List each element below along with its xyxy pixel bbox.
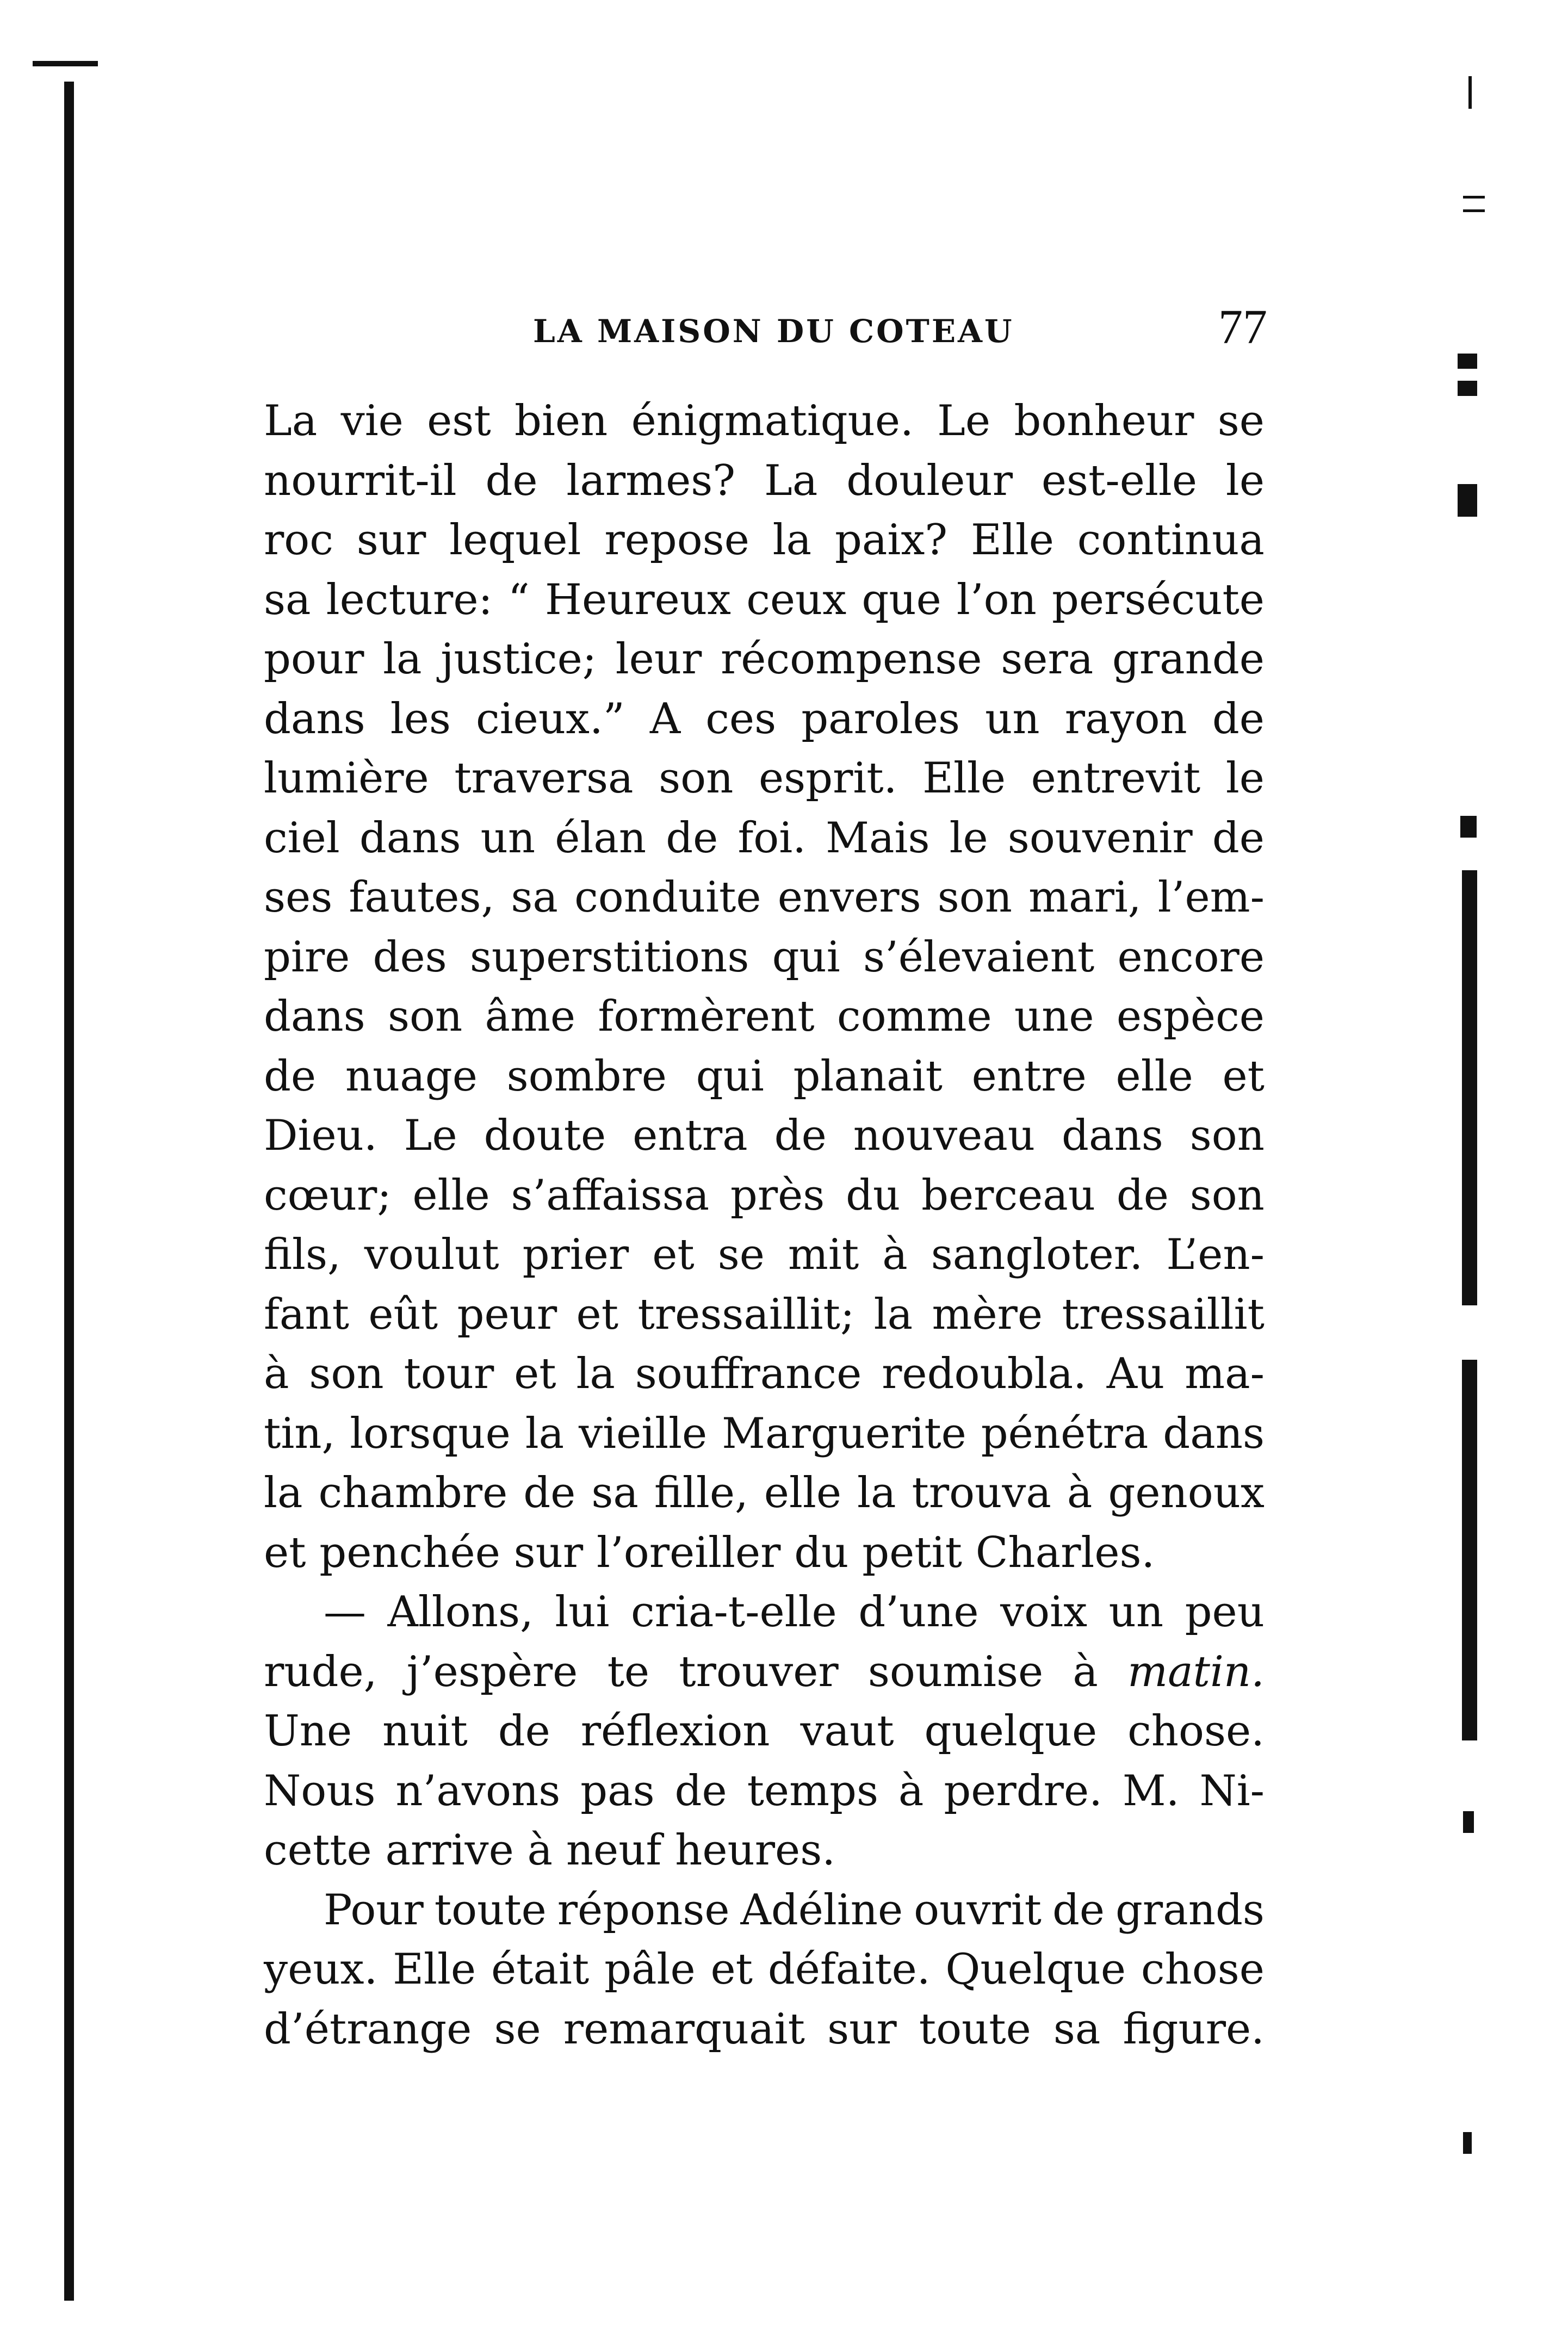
word: élan	[555, 813, 647, 863]
word: matin.	[1127, 1647, 1265, 1696]
word: à	[898, 1766, 924, 1816]
word: mit	[788, 1230, 859, 1279]
text-line	[264, 451, 1265, 511]
word: récompense	[721, 635, 982, 684]
text-line	[264, 1345, 1265, 1404]
word: la	[264, 1469, 303, 1517]
text-line	[264, 749, 1265, 809]
page-number: 77	[1218, 300, 1267, 354]
word: Le	[937, 397, 991, 445]
word: chose.	[1127, 1707, 1265, 1756]
text-line	[264, 1583, 1265, 1643]
word: son	[937, 873, 1012, 922]
word: est-elle	[1041, 456, 1197, 505]
word: défaite.	[767, 1945, 931, 1994]
word: sur	[827, 2004, 897, 2054]
word: du	[846, 1170, 901, 1220]
word: paroles	[801, 694, 960, 744]
word: sa	[1053, 2004, 1101, 2054]
text-line	[264, 392, 1265, 451]
word: à	[882, 1230, 908, 1279]
word: à	[1067, 1469, 1093, 1517]
word: yeux.	[264, 1945, 378, 1994]
word: la	[772, 516, 812, 565]
word: te	[607, 1647, 650, 1696]
word: soumise	[867, 1647, 1044, 1696]
word: tressaillit	[1062, 1290, 1265, 1339]
word: paix?	[834, 516, 948, 565]
word: tin,	[264, 1409, 336, 1458]
word: nuage	[345, 1051, 478, 1101]
word: Dieu.	[264, 1111, 377, 1160]
word: temps	[747, 1766, 878, 1816]
word: et	[1222, 1051, 1265, 1101]
word: réponse	[557, 1885, 730, 1935]
word: dans	[359, 813, 461, 863]
word: dans	[1062, 1111, 1163, 1160]
word: s’élevaient	[863, 932, 1095, 982]
text-line	[264, 987, 1265, 1047]
word: de	[485, 456, 538, 505]
scan-artifact	[1458, 381, 1477, 396]
word: le	[1225, 754, 1265, 803]
word: le	[1225, 456, 1265, 505]
word: genoux	[1108, 1469, 1265, 1517]
word: doute	[484, 1111, 606, 1160]
word: est	[427, 397, 491, 445]
word: de	[666, 813, 718, 863]
word: leur	[615, 635, 702, 684]
text-line	[264, 1106, 1265, 1166]
word: lorsque	[350, 1409, 511, 1458]
word: le	[949, 813, 988, 863]
scan-artifact	[1462, 870, 1477, 1305]
word: ciel	[264, 813, 340, 863]
word: sa	[511, 873, 558, 922]
word: n’avons	[395, 1766, 561, 1816]
word: traversa	[454, 754, 634, 803]
word: de	[523, 1469, 576, 1517]
word: Adéline	[740, 1885, 903, 1935]
word: persécute	[1051, 575, 1265, 624]
word: la	[857, 1469, 896, 1517]
word: qui	[696, 1051, 764, 1101]
word: son	[659, 754, 734, 803]
word: sera	[1001, 635, 1094, 684]
word: son	[309, 1349, 384, 1398]
text-line: cette arrive à neuf heures.	[264, 1826, 836, 1875]
word: de	[1212, 813, 1265, 863]
scan-artifact	[1458, 484, 1477, 517]
word: les	[390, 694, 451, 744]
word: souffrance	[635, 1349, 862, 1398]
word: souvenir	[1007, 813, 1193, 863]
word: Elle	[970, 516, 1054, 565]
word: ma-	[1185, 1349, 1265, 1398]
word: sangloter.	[931, 1230, 1143, 1279]
page-header	[261, 294, 1267, 359]
word: se	[494, 2004, 541, 2054]
word: Nous	[264, 1766, 376, 1816]
word: bien	[515, 397, 608, 445]
word: prier	[522, 1230, 629, 1279]
word: rude,	[264, 1647, 377, 1696]
word: ces	[705, 694, 777, 744]
word: Allons,	[387, 1588, 534, 1637]
text-line	[264, 1285, 1265, 1345]
word: voix	[1000, 1588, 1088, 1637]
word: de	[674, 1766, 727, 1816]
word: vieille	[579, 1409, 708, 1458]
word: Au	[1106, 1349, 1165, 1398]
running-title: LA MAISON DU COTEAU	[533, 313, 1014, 350]
word: cieux.”	[476, 694, 625, 744]
word: redoubla.	[882, 1349, 1087, 1398]
scan-artifact	[1462, 1360, 1477, 1740]
word: perdre.	[944, 1766, 1102, 1816]
text-line	[264, 1643, 1265, 1702]
word: toute	[434, 1885, 547, 1935]
word: de	[774, 1111, 827, 1160]
word: pire	[264, 932, 350, 982]
word: sombre	[506, 1051, 667, 1101]
word: trouva	[912, 1469, 1051, 1517]
word: à	[1073, 1647, 1098, 1696]
word: nourrit-il	[264, 456, 457, 505]
word: un	[985, 694, 1040, 744]
word: vie	[340, 397, 404, 445]
word: fautes,	[349, 873, 495, 922]
word: âme	[485, 992, 576, 1041]
word: pâle	[604, 1945, 696, 1994]
word: ouvrit	[914, 1885, 1042, 1935]
word: j’espère	[406, 1647, 578, 1696]
word: figure.	[1123, 2004, 1265, 2054]
word: Heureux	[544, 575, 732, 624]
word: peu	[1185, 1588, 1265, 1637]
word: cœur;	[264, 1170, 392, 1220]
word: d’étrange	[264, 2004, 472, 2054]
word: de	[1116, 1170, 1169, 1220]
word: encore	[1117, 932, 1265, 982]
word: ceux	[746, 575, 847, 624]
text-line	[264, 1166, 1265, 1226]
text-line	[264, 868, 1265, 928]
text-line	[264, 1404, 1265, 1464]
word: comme	[836, 992, 992, 1041]
binding-line	[64, 82, 74, 2301]
text-line	[264, 2000, 1265, 2060]
word: Une	[264, 1707, 352, 1756]
word: fils,	[264, 1230, 341, 1279]
word: pour	[264, 635, 364, 684]
word: Mais	[826, 813, 930, 863]
word: la	[525, 1409, 565, 1458]
word: la	[383, 635, 422, 684]
word: dans	[264, 992, 365, 1041]
word: trouver	[679, 1647, 839, 1696]
word: énigmatique.	[631, 397, 914, 445]
word: fille,	[654, 1469, 748, 1517]
word: pas	[580, 1766, 655, 1816]
word: un	[1108, 1588, 1164, 1637]
word: réflexion	[580, 1707, 770, 1756]
word: entra	[633, 1111, 748, 1160]
word: L’en-	[1166, 1230, 1265, 1279]
word: chambre	[318, 1469, 508, 1517]
text-line	[264, 1762, 1265, 1822]
text-line	[264, 690, 1265, 749]
word: mari,	[1028, 873, 1142, 922]
binding-cap	[33, 61, 98, 66]
word: elle	[764, 1469, 842, 1517]
scan-artifact	[1463, 1811, 1474, 1833]
word: de	[1052, 1885, 1105, 1935]
scan-artifact	[1458, 354, 1477, 369]
word: —	[324, 1588, 366, 1637]
word: pénétra	[981, 1409, 1149, 1458]
word: tressaillit;	[637, 1290, 855, 1339]
word: superstitions	[469, 932, 749, 982]
word: Elle	[393, 1945, 476, 1994]
scan-artifact	[1463, 196, 1485, 199]
word: Ni-	[1199, 1766, 1265, 1816]
word: toute	[919, 2004, 1031, 2054]
word: peur	[457, 1290, 557, 1339]
word: grands	[1115, 1885, 1265, 1935]
word: ses	[264, 873, 333, 922]
text-line	[264, 1702, 1265, 1762]
word: se	[717, 1230, 765, 1279]
word: la	[576, 1349, 615, 1398]
word: esprit.	[758, 754, 897, 803]
word: douleur	[846, 456, 1013, 505]
word: à	[264, 1349, 289, 1398]
word: l’em-	[1157, 873, 1265, 922]
word: de	[498, 1707, 550, 1756]
text-line	[264, 1940, 1265, 2000]
word: un	[480, 813, 536, 863]
word: formèrent	[598, 992, 815, 1041]
word: M.	[1122, 1766, 1180, 1816]
word: La	[764, 456, 818, 505]
word: justice;	[441, 635, 597, 684]
word: nuit	[382, 1707, 468, 1756]
word: voulut	[364, 1230, 499, 1279]
word: Le	[404, 1111, 457, 1160]
word: foi.	[737, 813, 807, 863]
word: “	[507, 575, 530, 624]
word: elle	[1115, 1051, 1193, 1101]
word: mère	[932, 1290, 1043, 1339]
text-line	[264, 1047, 1265, 1107]
word: chose	[1141, 1945, 1265, 1994]
word: qui	[772, 932, 840, 982]
word: tour	[404, 1349, 494, 1398]
word: son	[1189, 1111, 1265, 1160]
word: une	[1014, 992, 1094, 1041]
word: était	[491, 1945, 590, 1994]
text-line	[264, 1881, 1265, 1941]
word: roc	[264, 516, 333, 565]
scan-artifact	[1463, 2132, 1472, 2154]
word: espèce	[1116, 992, 1265, 1041]
text-line	[264, 511, 1265, 571]
word: dans	[1163, 1409, 1265, 1458]
word: son	[387, 992, 463, 1041]
body-text	[264, 392, 1265, 2059]
word: l’on	[956, 575, 1037, 624]
word: repose	[604, 516, 749, 565]
word: et	[514, 1349, 556, 1398]
text-line	[264, 928, 1265, 988]
word: Elle	[922, 754, 1006, 803]
word: La	[264, 397, 318, 445]
word: conduite	[574, 873, 761, 922]
word: envers	[777, 873, 921, 922]
word: cria-t-elle	[630, 1588, 837, 1637]
word: larmes?	[566, 456, 736, 505]
word: de	[264, 1051, 317, 1101]
word: sa	[264, 575, 311, 624]
word: remarquait	[563, 2004, 805, 2054]
word: Pour	[324, 1885, 424, 1935]
word: se	[1217, 397, 1265, 445]
word: que	[862, 575, 941, 624]
word: entrevit	[1031, 754, 1201, 803]
word: d’une	[858, 1588, 979, 1637]
word: Quelque	[945, 1945, 1126, 1994]
word: lui	[555, 1588, 610, 1637]
word: son	[1189, 1170, 1265, 1220]
scan-artifact	[1460, 816, 1477, 838]
word: nouveau	[853, 1111, 1036, 1160]
word: vaut	[800, 1707, 894, 1756]
word: berceau	[921, 1170, 1096, 1220]
scan-artifact	[1463, 209, 1485, 212]
text-line	[264, 571, 1265, 630]
word: continua	[1077, 516, 1265, 565]
word: la	[873, 1290, 913, 1339]
word: de	[1212, 694, 1265, 744]
word: elle	[412, 1170, 490, 1220]
text-line: et penchée sur l’oreiller du petit Charles.	[264, 1528, 1155, 1577]
word: lumière	[264, 754, 429, 803]
word: près	[730, 1170, 825, 1220]
text-line	[264, 809, 1265, 869]
word: planait	[793, 1051, 943, 1101]
word: sa	[591, 1469, 639, 1517]
word: lecture:	[326, 575, 493, 624]
word: dans	[264, 694, 365, 744]
text-line	[264, 1225, 1265, 1285]
text-line	[264, 630, 1265, 690]
word: quelque	[924, 1707, 1098, 1756]
text-line	[264, 1464, 1265, 1523]
word: bonheur	[1014, 397, 1194, 445]
word: fant	[264, 1290, 349, 1339]
word: et	[710, 1945, 753, 1994]
word: des	[373, 932, 447, 982]
word: Marguerite	[722, 1409, 966, 1458]
word: et	[576, 1290, 619, 1339]
word: et	[652, 1230, 695, 1279]
word: A	[649, 694, 681, 744]
scan-artifact	[1468, 76, 1472, 109]
word: sur	[356, 516, 426, 565]
word: rayon	[1064, 694, 1187, 744]
word: s’affaissa	[511, 1170, 710, 1220]
word: entre	[971, 1051, 1087, 1101]
word: grande	[1112, 635, 1265, 684]
word: lequel	[449, 516, 581, 565]
word: eût	[368, 1290, 438, 1339]
